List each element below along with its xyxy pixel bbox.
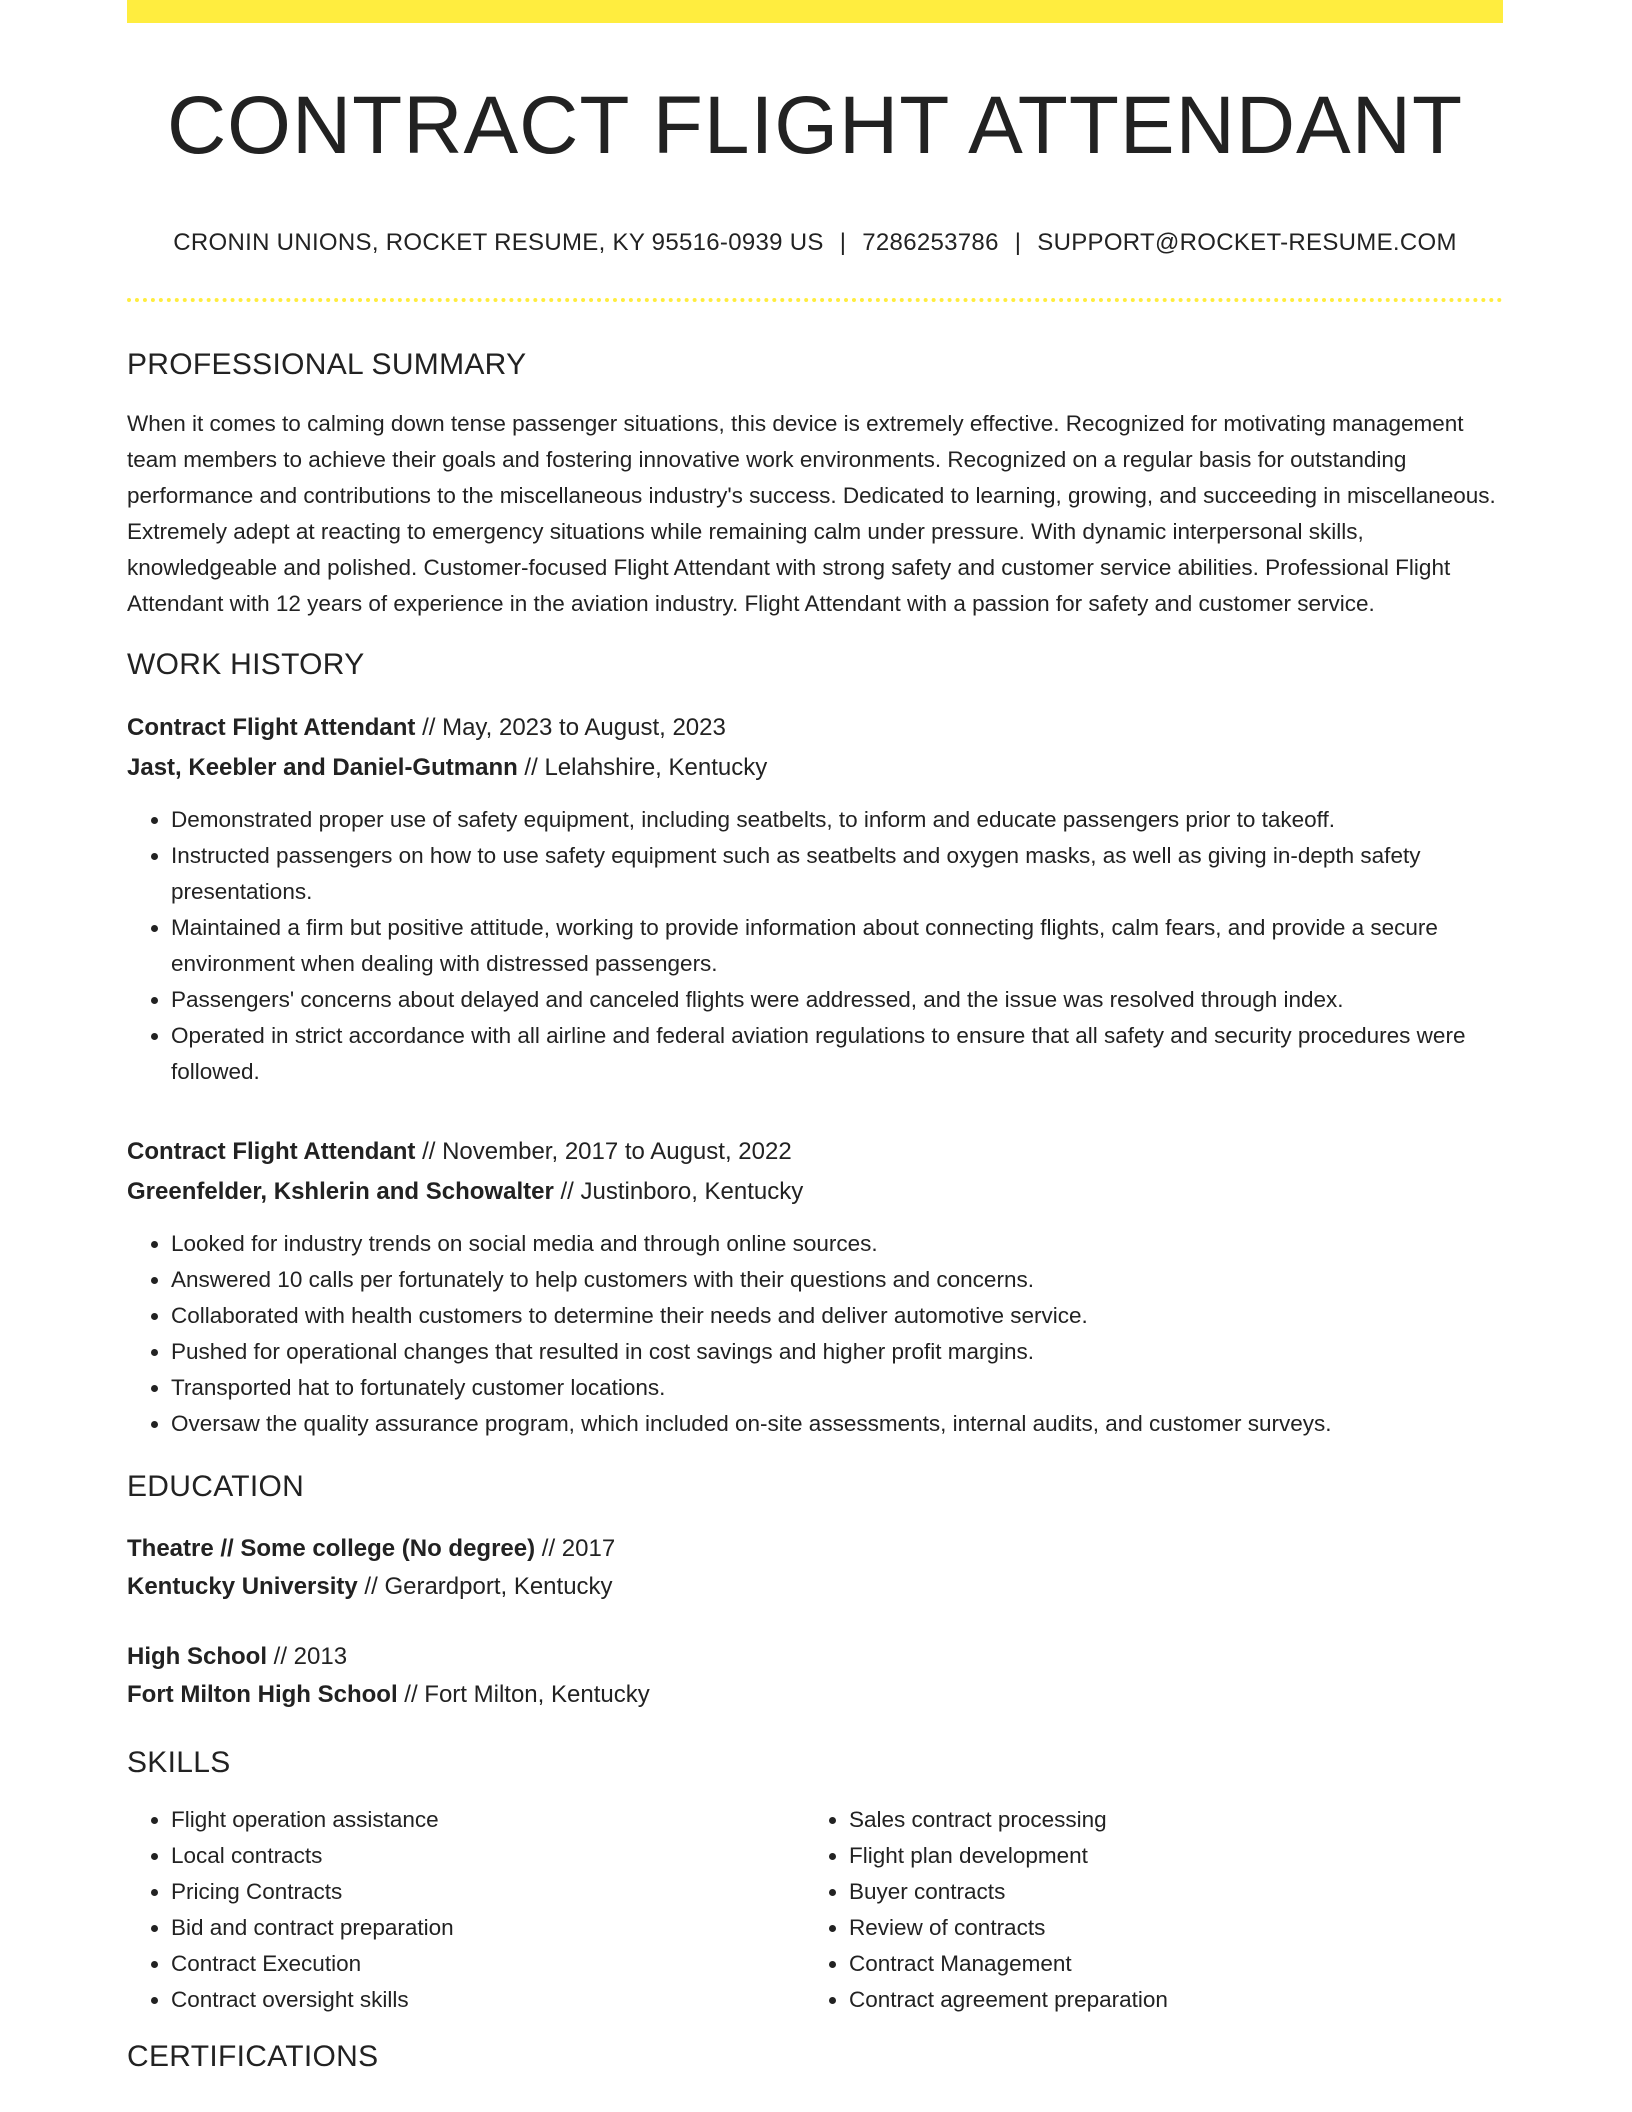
education-degree-line — [127, 1530, 1503, 1568]
education-degree-line — [127, 1638, 1503, 1676]
skill-item: • Contract oversight skills — [171, 1982, 805, 2018]
education-year: // 2013 — [267, 1643, 348, 1671]
list-item: • Demonstrated proper use of safety equipment, including seatbelts, to inform and educate passengers prior to takeoff. — [171, 802, 1503, 838]
skill-item: • Contract Management — [849, 1946, 1483, 1982]
resume-page — [127, 0, 1503, 2074]
accent-top-bar — [127, 0, 1503, 23]
list-item: • Answered 10 calls per fortunately to help customers with their questions and concerns. — [171, 1262, 1503, 1298]
job-bullets — [127, 1226, 1503, 1442]
section-title-certifications: CERTIFICATIONS — [127, 2040, 379, 2074]
skill-item: • Sales contract processing — [849, 1802, 1483, 1838]
list-item: • Looked for industry trends on social media and through online sources. — [171, 1226, 1503, 1262]
job-role: Contract Flight Attendant — [127, 1138, 416, 1166]
job-role: Contract Flight Attendant — [127, 714, 416, 742]
job-entry — [127, 1132, 1503, 1442]
education-school: Kentucky University — [127, 1573, 358, 1601]
contact-separator: | — [839, 229, 847, 257]
job-company: Jast, Keebler and Daniel-Gutmann — [127, 754, 518, 782]
skill-item: • Contract agreement preparation — [849, 1982, 1483, 2018]
job-role-line — [127, 708, 1503, 748]
section-title-work-history: WORK HISTORY — [127, 648, 365, 682]
skill-item: • Review of contracts — [849, 1910, 1483, 1946]
contact-line — [127, 229, 1503, 257]
list-item: • Instructed passengers on how to use safety equipment such as seatbelts and oxygen masks, as well as giving in-depth safety presentations. — [171, 838, 1503, 910]
job-company: Greenfelder, Kshlerin and Schowalter — [127, 1178, 554, 1206]
skill-item: • Local contracts — [171, 1838, 805, 1874]
education-entry — [127, 1638, 1503, 1714]
job-location: // Justinboro, Kentucky — [553, 1178, 804, 1206]
skill-item: • Flight plan development — [849, 1838, 1483, 1874]
education-degree: Theatre // Some college (No degree) — [127, 1535, 536, 1563]
job-company-line — [127, 1172, 1503, 1212]
list-item: • Oversaw the quality assurance program, which included on-site assessments, internal audits, and customer surveys. — [171, 1406, 1503, 1442]
skill-item: • Pricing Contracts — [171, 1874, 805, 1910]
skill-item: • Buyer contracts — [849, 1874, 1483, 1910]
section-title-skills: SKILLS — [127, 1746, 231, 1780]
job-entry — [127, 708, 1503, 1090]
job-location: // Lelahshire, Kentucky — [517, 754, 768, 782]
skill-item: • Contract Execution — [171, 1946, 805, 1982]
list-item: • Collaborated with health customers to determine their needs and deliver automotive service. — [171, 1298, 1503, 1334]
skill-item: • Flight operation assistance — [171, 1802, 805, 1838]
job-bullets — [127, 802, 1503, 1090]
education-location: // Fort Milton, Kentucky — [397, 1681, 650, 1709]
list-item: • Maintained a firm but positive attitude, working to provide information about connecting flights, calm fears, and provide a secure environment when dealing with distressed passengers. — [171, 910, 1503, 982]
education-year: // 2017 — [535, 1535, 616, 1563]
skills-column-left — [127, 1802, 805, 2018]
education-location: // Gerardport, Kentucky — [357, 1573, 613, 1601]
contact-separator: | — [1014, 229, 1022, 257]
contact-phone[interactable]: 7286253786 — [862, 229, 999, 257]
dotted-divider — [127, 298, 1503, 302]
skills-grid — [127, 1802, 1503, 2018]
section-title-summary: PROFESSIONAL SUMMARY — [127, 348, 527, 382]
contact-email[interactable]: SUPPORT@ROCKET-RESUME.COM — [1037, 229, 1457, 257]
education-school-line — [127, 1676, 1503, 1714]
job-role-line — [127, 1132, 1503, 1172]
list-item: • Operated in strict accordance with all airline and federal aviation regulations to ensure that all safety and security procedures were followed. — [171, 1018, 1503, 1090]
job-dates: // May, 2023 to August, 2023 — [415, 714, 726, 742]
list-item: • Transported hat to fortunately customer locations. — [171, 1370, 1503, 1406]
section-title-education: EDUCATION — [127, 1470, 305, 1504]
summary-text: When it comes to calming down tense passenger situations, this device is extremely effective. Recognized for motivating management team members to achieve their goals and fostering innovative work environments. Recognized on a regular basis for outstanding performance and contributions to the miscellaneous industry's success. Dedicated to learning, growing, and succeeding in miscellaneous. Extremely adept at reacting to emergency situations while remaining calm under pressure. With dynamic interpersonal skills, knowledgeable and polished. Customer-focused Flight Attendant with strong safety and customer service abilities. Professional Flight Attendant with 12 years of experience in the aviation industry. Flight Attendant with a passion for safety and customer service. — [127, 411, 1496, 617]
education-entry — [127, 1530, 1503, 1606]
skills-column-right — [805, 1802, 1483, 2018]
job-company-line — [127, 748, 1503, 788]
education-school-line — [127, 1568, 1503, 1606]
list-item: • Passengers' concerns about delayed and canceled flights were addressed, and the issue was resolved through index. — [171, 982, 1503, 1018]
job-dates: // November, 2017 to August, 2022 — [415, 1138, 792, 1166]
contact-address: CRONIN UNIONS, ROCKET RESUME, KY 95516-0939 US — [173, 229, 824, 257]
education-school: Fort Milton High School — [127, 1681, 398, 1709]
list-item: • Pushed for operational changes that resulted in cost savings and higher profit margins. — [171, 1334, 1503, 1370]
education-degree: High School — [127, 1643, 267, 1671]
skill-item: • Bid and contract preparation — [171, 1910, 805, 1946]
resume-title: CONTRACT FLIGHT ATTENDANT — [166, 80, 1464, 171]
